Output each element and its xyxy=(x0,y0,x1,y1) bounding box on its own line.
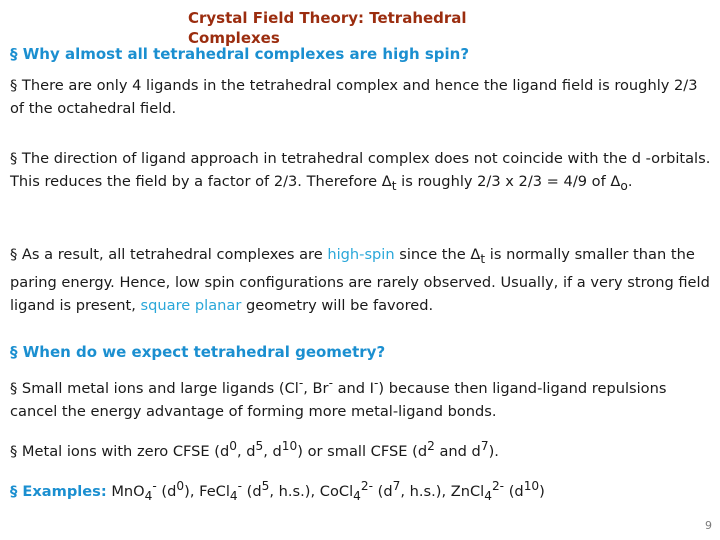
paragraph-examples: § Examples: MnO$_4$- $(d^0)$, FeCl$_4$- ($d^5$, h.s.), CoCl$_4^{2-}$ ($d^7$, h.s.), ZnCl$_4^{2-}$ $(d^{10})$ xyxy=(10,479,545,503)
paragraph-ligand-count: § There are only 4 ligands in the tetrahedral complex and hence the ligand field is roughly 2/3 of the octahedral field. xyxy=(10,77,698,117)
paragraph-high-spin-result: § As a result, all tetrahedral complexes are high-spin since the $\Delta_t$ is normally smaller than the paring energy. Hence, low spin configurations are rarely observed. Usually, if a very strong field ligand is present, square planar geometry will be favored. xyxy=(10,246,710,314)
paragraph-zero-cfse: § Metal ions with zero CFSE ($d^0$, $d^5$, $d^{10}$) or small CFSE ($d^2$ and $d^7$). xyxy=(10,439,499,460)
question-heading-high-spin: § Why almost all tetrahedral complexes are high spin? xyxy=(10,45,470,63)
page-number: 9 xyxy=(705,519,712,532)
examples-label: § Examples: xyxy=(10,482,107,500)
paragraph-ligand-approach: § The direction of ligand approach in tetrahedral complex does not coincide with the d -orbitals. This reduces the field by a factor of 2/3. Therefore $\Delta_t$ is roughly 2/3 x 2/3 = 4/9 of $\Delta_o$. xyxy=(10,150,711,193)
square-planar-highlight: square planar xyxy=(140,296,242,314)
question-heading-tetrahedral-geometry: § When do we expect tetrahedral geometry? xyxy=(10,343,386,361)
slide-title: Crystal Field Theory: Tetrahedral Complexes xyxy=(188,9,467,47)
paragraph-small-ions: § Small metal ions and large ligands (Cl-, Br- and I-) because then ligand-ligand repulsions cancel the energy advantage of forming more metal-ligand bonds. xyxy=(10,376,667,420)
high-spin-highlight: high-spin xyxy=(327,246,395,263)
